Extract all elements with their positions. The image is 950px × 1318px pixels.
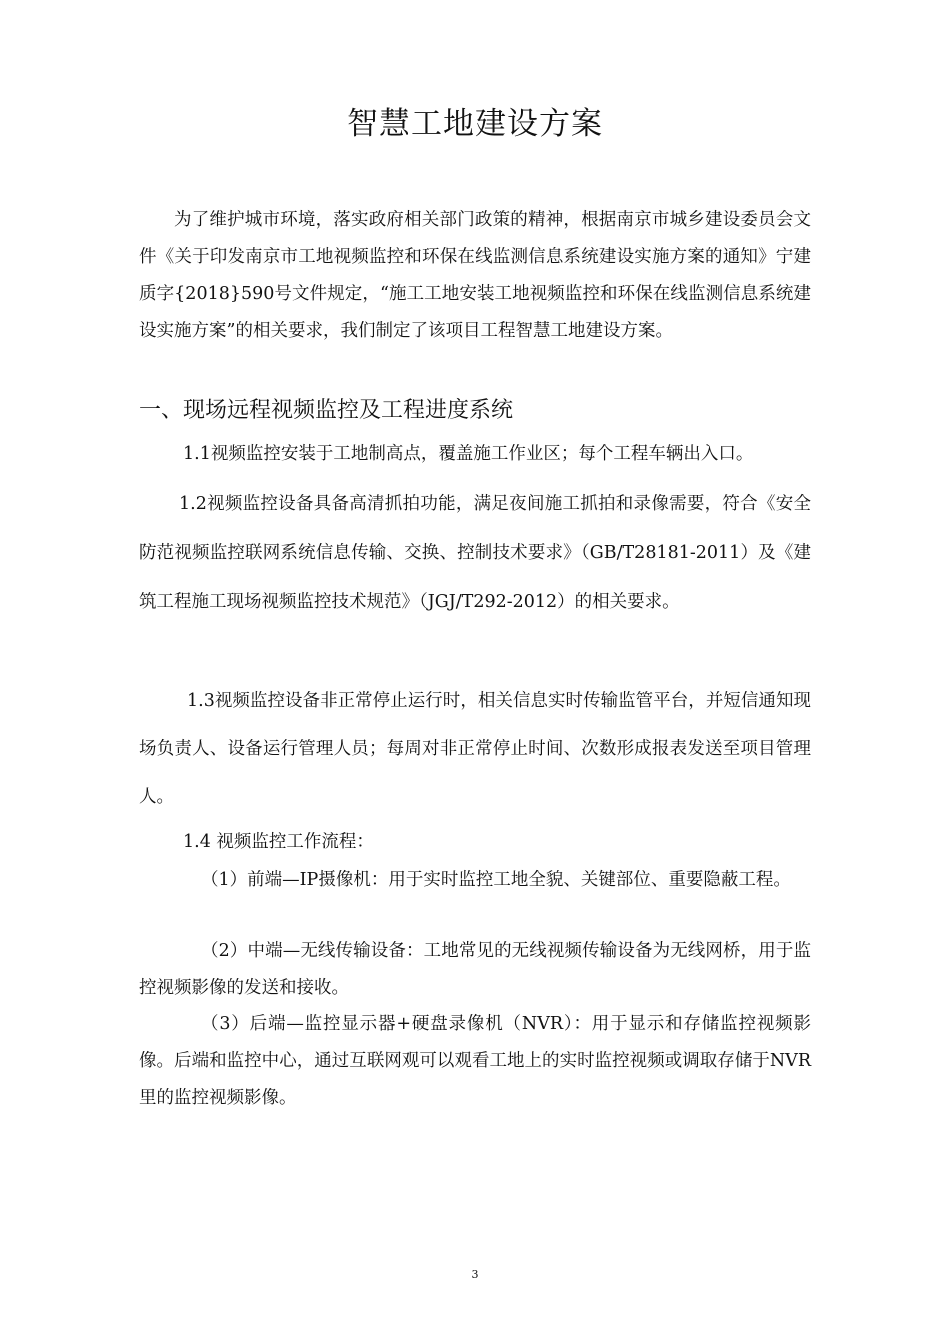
section-heading: 一、现场远程视频监控及工程进度系统 <box>139 398 514 423</box>
page-title: 智慧工地建设方案 <box>347 106 603 142</box>
item-1-3: 1.3视频监控设备非正常停止运行时，相关信息实时传输监管平台，并短信通知现场负责人、设备运行管理人员；每周对非正常停止时间、次数形成报表发送至项目管理人。 <box>139 691 811 807</box>
page-number: 3 <box>471 1268 479 1281</box>
intro-paragraph: 为了维护城市环境，落实政府相关部门政策的精神，根据南京市城乡建设委员会文件《关于印发南京市工地视频监控和环保在线监测信息系统建设实施方案的通知》宁建质字{2018}590号文件规定，“施工工地安装工地视频监控和环保在线监测信息系统建设实施方案”的相关要求，我们制定了该项目工程智慧工地建设方案。 <box>139 210 811 341</box>
item-1-2: 1.2视频监控设备具备高清抓拍功能，满足夜间施工抓拍和录像需要，符合《安全防范视频监控联网系统信息传输、交换、控制技术要求》（GB/T28181-2011）及《建筑工程施工现场视频监控技术规范》（JGJ/T292-2012）的相关要求。 <box>139 494 811 612</box>
item-1-4: 1.4 视频监控工作流程： <box>183 832 374 852</box>
flow-step-3: （3）后端—监控显示器+硬盘录像机（NVR）：用于显示和存储监控视频影像。后端和监控中心，通过互联网观可以观看工地上的实时监控视频或调取存储于NVR里的监控视频影像。 <box>139 1014 811 1108</box>
item-1-1: 1.1视频监控安装于工地制高点，覆盖施工作业区；每个工程车辆出入口。 <box>183 444 754 464</box>
flow-step-2: （2）中端—无线传输设备：工地常见的无线视频传输设备为无线网桥，用于监控视频影像的发送和接收。 <box>139 941 811 998</box>
flow-step-1: （1）前端—IP摄像机：用于实时监控工地全貌、关键部位、重要隐蔽工程。 <box>201 870 791 890</box>
